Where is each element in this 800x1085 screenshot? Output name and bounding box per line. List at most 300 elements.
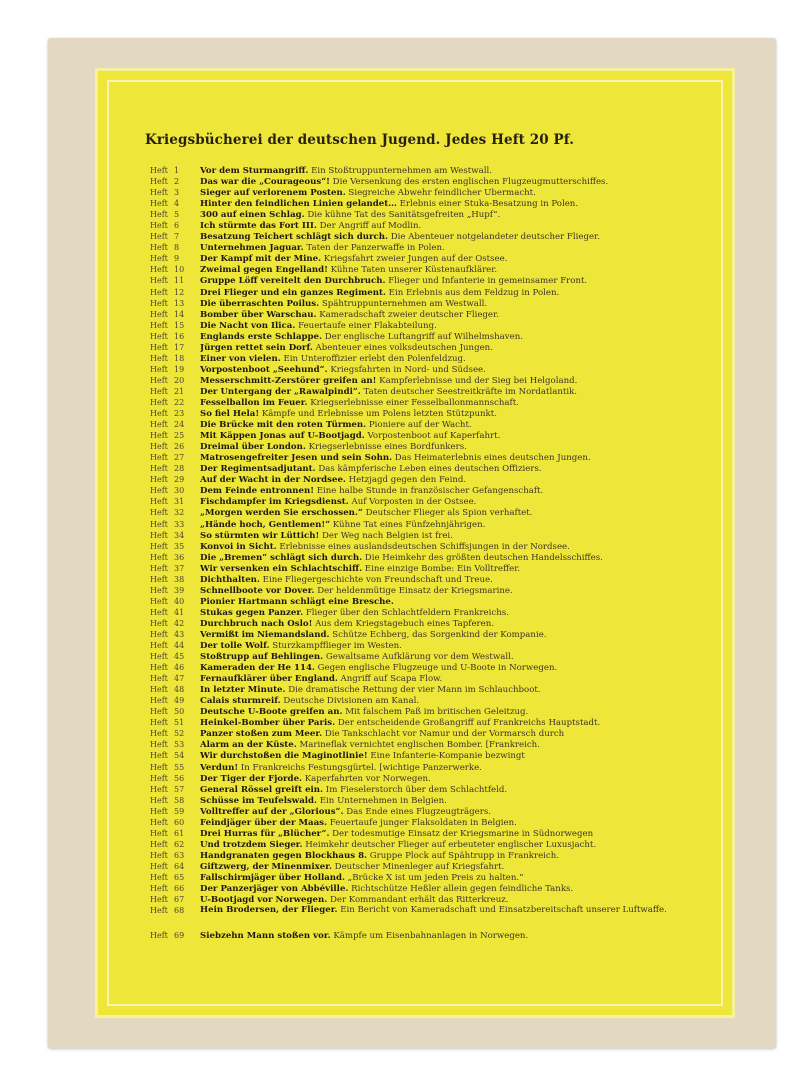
heft-label: Heft [150,364,168,374]
heft-number: 48 [174,685,185,695]
entry-text [200,931,690,942]
heft-number: 67 [174,895,185,905]
list-item [150,209,690,220]
heft-number: 9 [174,254,180,264]
entry-text [200,520,690,531]
heft-label: Heft [150,718,168,728]
entry-text [200,265,690,276]
entry-description: Taten der Panzerwaffe in Polen. [303,243,445,254]
entry-title: Der Kampf mit der Mine. [200,254,322,265]
list-item [150,596,690,607]
entry-title: Unternehmen Jaguar. [200,243,304,254]
entry-text [200,597,690,608]
heft-number: 19 [174,364,185,374]
heft-label: Heft [150,751,168,761]
entry-text [200,354,690,365]
entry-description: Richtschütze Heßler allein gegen feindliche Tanks. [348,884,574,895]
entry-description: Die Abenteuer notgelandeter deutscher Flieger. [388,232,600,243]
entry-text [200,575,690,586]
entry-description: Aus dem Kriegstagebuch eines Tapferen. [312,618,495,629]
heft-number: 30 [174,486,185,496]
heft-label: Heft [150,806,168,816]
list-item [150,762,690,773]
heft-label: Heft [150,519,168,529]
entry-title: „Hände hoch, Gentlemen!“ [200,519,331,530]
entry-title: Dichthalten. [200,574,260,585]
heft-number: 33 [174,519,185,529]
entry-description: Der Weg nach Belgien ist frei. [319,530,453,541]
heft-label: Heft [150,409,168,419]
entry-description: Der englische Luftangriff auf Wilhelmshaven. [322,331,524,342]
entry-description: Deutscher Minenleger auf Kriegsfahrt. [331,861,505,872]
entry-title: Panzer stoßen zum Meer. [200,729,323,740]
list-item [150,828,690,839]
entry-text [200,619,690,630]
list-item [150,695,690,706]
entry-title: Wir versenken ein Schlachtschiff. [200,563,363,574]
heft-number: 29 [174,475,185,485]
entry-title: Fischdampfer im Kriegsdienst. [200,497,349,508]
entry-description: Der entscheidende Großangriff auf Frankreichs Hauptstadt. [335,718,601,729]
heft-label: Heft [150,375,168,385]
heft-label: Heft [150,232,168,242]
heft-number: 35 [174,541,185,551]
entry-title: Vermißt im Niemandsland. [200,629,330,640]
list-item [150,331,690,342]
entry-text [200,696,690,707]
list-item [150,640,690,651]
entry-description: Ein Unternehmen in Belgien. [317,795,447,806]
heft-label: Heft [150,530,168,540]
heft-number: 17 [174,342,185,352]
heft-label: Heft [150,309,168,319]
entry-text [200,818,690,829]
heft-label: Heft [150,265,168,275]
entry-description: Ein Erlebnis aus dem Feldzug in Polen. [385,287,560,298]
entry-text [200,475,690,486]
list-item [150,651,690,662]
list-item [150,883,690,894]
entry-text [200,288,690,299]
entry-description: Hetzjagd gegen den Feind. [345,475,467,486]
list-item [150,662,690,673]
list-item [150,530,690,541]
entry-title: Feindjäger über der Maas. [200,817,328,828]
list-item [150,773,690,784]
entry-text [200,740,690,751]
entry-title: Die überraschten Poilus. [200,298,320,309]
heft-number: 22 [174,397,185,407]
entry-title: Der Tiger der Fjorde. [200,773,303,784]
heft-label: Heft [150,931,168,941]
entry-title: Bomber über Warschau. [200,309,317,320]
entry-text [200,387,690,398]
heft-number: 23 [174,409,185,419]
list-item [150,309,690,320]
list-item [150,298,690,309]
entry-text [200,177,690,188]
entry-description: Erlebnisse eines auslandsdeutschen Schiffsjungen in der Nordsee. [276,541,570,552]
entry-description: Deutscher Flieger als Spion verhaftet. [362,508,533,519]
entry-description: Ein Unteroffizier erlebt den Polenfeldzug. [280,353,466,364]
entry-title: Stoßtrupp auf Behlingen. [200,652,324,663]
entry-title: Gruppe Löff vereitelt den Durchbruch. [200,276,386,287]
heft-number: 14 [174,309,185,319]
list-item [150,585,690,596]
entry-title: Messerschmitt-Zerstörer greifen an! [200,375,377,386]
heft-label: Heft [150,596,168,606]
list-item [150,618,690,629]
heft-number: 31 [174,497,185,507]
entry-description: Der Kommandant erhält das Ritterkreuz. [327,895,509,906]
heft-number: 32 [174,508,185,518]
entry-title: Vor dem Sturmangriff. [200,166,309,176]
title-list [150,165,690,941]
entry-title: Englands erste Schlappe. [200,331,322,342]
entry-description: Das Ende eines Flugzeugträgers. [343,806,492,817]
entry-description: Auf Vorposten in der Ostsee. [348,497,477,508]
entry-text [200,707,690,718]
entry-text [200,497,690,508]
heft-label: Heft [150,475,168,485]
heft-number: 51 [174,718,185,728]
heft-number: 6 [174,221,180,231]
entry-description: Das Heimaterlebnis eines deutschen Jungen. [392,453,591,464]
entry-description: Kühne Taten unserer Küstenaufklärer. [327,265,498,276]
heft-label: Heft [150,431,168,441]
list-item [150,563,690,574]
entry-text [200,343,690,354]
entry-text [200,276,690,287]
entry-title: Besatzung Teichert schlägt sich durch. [200,232,389,243]
entry-title: Siebzehn Mann stoßen vor. [200,931,331,942]
heft-number: 50 [174,707,185,717]
heft-number: 56 [174,773,185,783]
heft-number: 43 [174,629,185,639]
entry-text [200,431,690,442]
entry-text [200,586,690,597]
entry-description: Ein Bericht von Kameradschaft und Einsatzbereitschaft unserer Luftwaffe. [337,905,667,916]
entry-description: Mit falschem Paß im britischen Geleitzug. [342,707,529,718]
list-item [150,507,690,518]
entry-description: Kaperfahrten vor Norwegen. [302,773,431,784]
heft-number: 66 [174,884,185,894]
entry-text [200,188,690,199]
heft-number: 26 [174,442,185,452]
heft-label: Heft [150,895,168,905]
heft-label: Heft [150,674,168,684]
heft-label: Heft [150,618,168,628]
list-item [150,353,690,364]
heft-label: Heft [150,762,168,772]
heft-number: 53 [174,740,185,750]
entry-description: Ein Stoßtruppunternehmen am Westwall. [308,166,492,176]
list-item [150,187,690,198]
entry-text [200,851,690,862]
heft-label: Heft [150,850,168,860]
heft-number: 18 [174,353,185,363]
entry-text [200,663,690,674]
heft-number: 63 [174,850,185,860]
heft-number: 69 [174,931,185,941]
heft-number: 24 [174,420,185,430]
list-item [150,894,690,905]
list-item [150,463,690,474]
heft-number: 49 [174,696,185,706]
heft-label: Heft [150,663,168,673]
entry-text [200,807,690,818]
entry-title: Vorpostenboot „Seehund“. [200,364,328,375]
entry-title: Der Untergang der „Rawalpindi“. [200,386,361,397]
entry-description: Flieger über den Schlachtfeldern Frankreichs. [303,607,509,618]
list-item [150,629,690,640]
heft-number: 8 [174,243,180,253]
heft-label: Heft [150,817,168,827]
heft-number: 62 [174,839,185,849]
heft-number: 45 [174,652,185,662]
entry-title: Hein Brodersen, der Flieger. [200,905,338,916]
heft-number: 10 [174,265,185,275]
entry-text [200,332,690,343]
heft-label: Heft [150,497,168,507]
entry-description: Der todesmutige Einsatz der Kriegsmarine in Südnorwegen [329,828,594,839]
entry-title: Dem Feinde entronnen! [200,486,315,497]
heft-number: 13 [174,298,185,308]
entry-title: So fiel Hela! [200,409,260,420]
heft-label: Heft [150,508,168,518]
entry-description: Der Angriff auf Modlin. [316,221,422,232]
list-item [150,198,690,209]
heft-label: Heft [150,629,168,639]
heft-number: 3 [174,188,180,198]
entry-title: Einer von vielen. [200,353,281,364]
entry-description: Sturzkampfflieger im Westen. [269,641,402,652]
entry-text [200,442,690,453]
list-item [150,905,690,927]
heft-label: Heft [150,541,168,551]
heft-number: 1 [174,166,180,175]
heft-label: Heft [150,652,168,662]
entry-title: Matrosengefreiter Jesen und sein Sohn. [200,453,393,464]
list-item [150,452,690,463]
heft-label: Heft [150,342,168,352]
list-item [150,220,690,231]
heft-number: 34 [174,530,185,540]
entry-description: Kämpfe um Eisenbahnanlagen in Norwegen. [330,931,529,942]
entry-title: Verdun! [200,762,239,773]
list-item [150,386,690,397]
list-item [150,872,690,883]
entry-title: Und trotzdem Sieger. [200,839,303,850]
list-item [150,750,690,761]
list-item [150,375,690,386]
entry-text [200,310,690,321]
entry-description: Taten deutscher Seestreitkräfte im Nordatlantik. [360,386,578,397]
entry-description: Die Tankschlacht vor Namur und der Vormarsch durch [322,729,565,740]
heft-number: 41 [174,607,185,617]
entry-text [200,221,690,232]
heft-number: 47 [174,674,185,684]
heft-number: 61 [174,828,185,838]
list-title: Kriegsbücherei der deutschen Jugend. Jedes Heft 20 Pf. [145,132,575,148]
entry-title: Der Regimentsadjutant. [200,464,316,475]
heft-number: 11 [174,276,185,286]
heft-number: 12 [174,287,185,297]
entry-text [200,254,690,265]
entry-title: Handgranaten gegen Blockhaus 8. [200,850,368,861]
entry-text [200,718,690,729]
entry-description: Deutsche Divisionen am Kanal. [280,696,420,707]
heft-number: 52 [174,729,185,739]
heft-number: 4 [174,199,180,209]
entry-title: Die Brücke mit den roten Türmen. [200,420,367,431]
entry-title: U-Bootjagd vor Norwegen. [200,895,328,906]
entry-description: Im Fieselerstorch über dem Schlachtfeld. [323,784,508,795]
entry-text [200,365,690,376]
heft-label: Heft [150,906,168,916]
heft-number: 44 [174,641,185,651]
heft-label: Heft [150,828,168,838]
entry-text [200,763,690,774]
heft-number: 68 [174,906,185,916]
entry-text [200,685,690,696]
entry-text [200,232,690,243]
heft-label: Heft [150,331,168,341]
heft-number: 65 [174,873,185,882]
entry-description: Spähtruppunternehmen am Westwall. [319,298,488,309]
entry-text [200,840,690,851]
entry-description: Eine einzige Bombe: Ein Volltreffer. [362,563,521,574]
heft-label: Heft [150,563,168,573]
list-item [150,441,690,452]
heft-number: 25 [174,431,185,441]
heft-label: Heft [150,188,168,198]
entry-text [200,873,690,884]
heft-label: Heft [150,861,168,871]
entry-text [200,376,690,387]
entry-text [200,630,690,641]
heft-number: 42 [174,618,185,628]
entry-title: Die „Bremen“ schlägt sich durch. [200,552,363,563]
entry-description: Eine halbe Stunde in französischer Gefangenschaft. [314,486,544,497]
heft-number: 55 [174,762,185,772]
heft-number: 28 [174,464,185,474]
entry-text [200,829,690,840]
heft-label: Heft [150,685,168,695]
entry-description: Gewaltsame Aufklärung vor dem Westwall. [323,652,514,663]
entry-text [200,905,690,916]
entry-text [200,321,690,332]
entry-text [200,166,690,177]
list-item [150,930,690,941]
list-item [150,474,690,485]
list-item [150,552,690,563]
entry-text [200,608,690,619]
entry-title: Deutsche U-Boote greifen an. [200,707,343,718]
entry-description: Eine Fliegergeschichte von Freundschaft und Treue. [259,574,493,585]
entry-text [200,564,690,575]
heft-label: Heft [150,707,168,717]
entry-title: Jürgen rettet sein Dorf. [200,342,313,353]
list-item [150,264,690,275]
entry-title: Calais sturmreif. [200,696,281,707]
heft-number: 38 [174,574,185,584]
entry-text [200,199,690,210]
entry-title: Dreimal über London. [200,442,306,453]
heft-number: 21 [174,386,185,396]
entry-description: Die dramatische Rettung der vier Mann im Schlauchboot. [285,685,541,696]
entry-description: Kriegsfahrt zweier Jungen auf der Ostsee. [321,254,508,265]
list-item [150,817,690,828]
entry-description: Kriegserlebnisse einer Fesselballonmannschaft. [307,397,519,408]
heft-number: 59 [174,806,185,816]
entry-text [200,243,690,254]
entry-description: Schütze Echberg, das Sorgenkind der Kompanie. [329,629,547,640]
heft-number: 2 [174,177,180,187]
entry-text [200,774,690,785]
entry-description: Kühne Tat eines Fünfzehnjährigen. [330,519,486,530]
entry-description: Eine Infanterie-Kompanie bezwingt [367,751,525,762]
entry-title: Giftzwerg, der Minenmixer. [200,861,332,872]
entry-title: Sieger auf verlorenem Posten. [200,188,346,199]
heft-label: Heft [150,696,168,706]
entry-text [200,641,690,652]
entry-text [200,531,690,542]
entry-text [200,542,690,553]
entry-text [200,729,690,740]
entry-description: Gruppe Plock auf Spähtrupp in Frankreich. [367,850,559,861]
entry-description: Abenteuer eines volksdeutschen Jungen. [312,342,493,353]
heft-label: Heft [150,873,168,882]
list-item [150,728,690,739]
list-item [150,430,690,441]
list-item [150,496,690,507]
entry-title: Das war die „Courageous“! [200,177,330,188]
entry-description: Das kämpferische Leben eines deutschen Offiziers. [315,464,542,475]
list-item [150,320,690,331]
entry-description: Kampferlebnisse und der Sieg bei Helgoland. [376,375,578,386]
entry-description: Kameradschaft zweier deutscher Flieger. [316,309,499,320]
list-item [150,706,690,717]
heft-label: Heft [150,574,168,584]
entry-text [200,553,690,564]
entry-text [200,486,690,497]
list-item [150,408,690,419]
list-item [150,253,690,264]
list-item [150,287,690,298]
entry-title: Durchbruch nach Oslo! [200,618,313,629]
entry-text [200,464,690,475]
list-item [150,574,690,585]
entry-title: Auf der Wacht in der Nordsee. [200,475,346,486]
heft-label: Heft [150,199,168,209]
list-item [150,717,690,728]
entry-description: Erlebnis einer Stuka-Besatzung in Polen. [396,199,579,210]
list-item [150,684,690,695]
entry-title: 300 auf einen Schlag. [200,210,305,221]
heft-number: 27 [174,453,185,463]
entry-description: „Brücke X ist um jeden Preis zu halten.“ [345,873,524,883]
entry-description: Vorpostenboot auf Kaperfahrt. [364,431,501,442]
heft-number: 54 [174,751,185,761]
list-item [150,485,690,496]
heft-label: Heft [150,552,168,562]
entry-description: Die Versenkung des ersten englischen Flugzeugmutterschiffes. [329,177,609,188]
heft-label: Heft [150,243,168,253]
entry-title: Volltreffer auf der „Glorious“. [200,806,344,817]
entry-description: Siegreiche Abwehr feindlicher Übermacht. [345,188,536,199]
heft-number: 36 [174,552,185,562]
